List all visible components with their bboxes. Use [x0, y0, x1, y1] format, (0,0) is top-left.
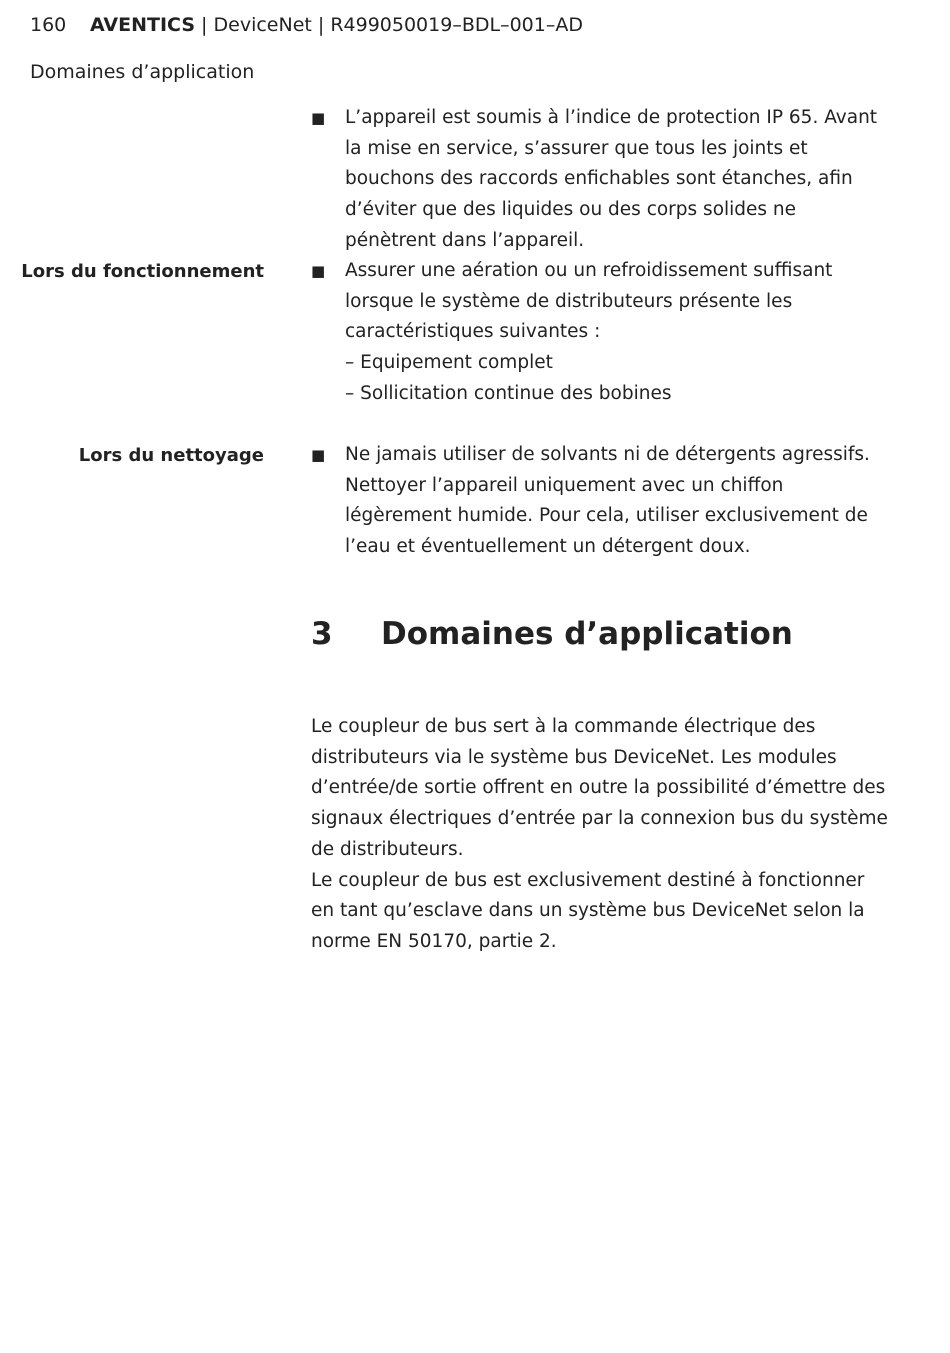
chapter-title: Domaines d’application [381, 616, 793, 652]
page-header [30, 13, 583, 37]
sub-item: – Equipement complet [345, 352, 553, 374]
product-name: DeviceNet [213, 14, 312, 36]
bullet-item-protection [311, 103, 891, 257]
bullet-item-cleaning [311, 440, 891, 563]
bullet-square-icon: ■ [311, 446, 326, 464]
bullet-square-icon: ■ [311, 109, 326, 127]
bullet-item-operation [311, 256, 891, 410]
bullet-text: Ne jamais utiliser de solvants ni de détergents agressifs. Nettoyer l’appareil uniquement avec un chiffon légèrement humide. Pour cela, utiliser exclusivement de l’eau et éventuellement un détergent doux. [345, 444, 870, 558]
page-number: 160 [30, 14, 67, 36]
chapter-heading [311, 612, 793, 656]
bullet-text: L’appareil est soumis à l’indice de protection IP 65. Avant la mise en service, s’assurer que tous les joints et bouchons des raccords enfichables sont étanches, afin d’éviter que des liquides ou des corps solides ne pénètrent dans l’appareil. [345, 107, 878, 251]
document-code: R499050019–BDL–001–AD [330, 14, 583, 36]
sub-item: – Sollicitation continue des bobines [345, 382, 672, 404]
chapter-number: 3 [311, 616, 333, 652]
body-paragraph: Le coupleur de bus sert à la commande électrique des distributeurs via le système bus DeviceNet. Les modules d’entrée/de sortie offrent en outre la possibilité d’émettre des signaux électriques d’entrée par la connexion bus du système de distributeurs. [311, 716, 888, 860]
chapter-body [311, 712, 891, 958]
brand-name: AVENTICS [90, 14, 196, 36]
header-separator: | [195, 14, 214, 36]
side-label-cleaning: Lors du nettoyage [78, 445, 264, 466]
running-title: Domaines d’application [30, 61, 255, 83]
bullet-square-icon: ■ [311, 262, 326, 280]
bullet-text: Assurer une aération ou un refroidissement suffisant lorsque le système de distributeurs présente les caractéristiques suivantes : [345, 260, 833, 343]
side-label-operation: Lors du fonctionnement [21, 261, 264, 282]
header-separator: | [311, 14, 331, 36]
body-paragraph: Le coupleur de bus est exclusivement destiné à fonctionner en tant qu’esclave dans un système bus DeviceNet selon la norme EN 50170, partie 2. [311, 869, 865, 952]
